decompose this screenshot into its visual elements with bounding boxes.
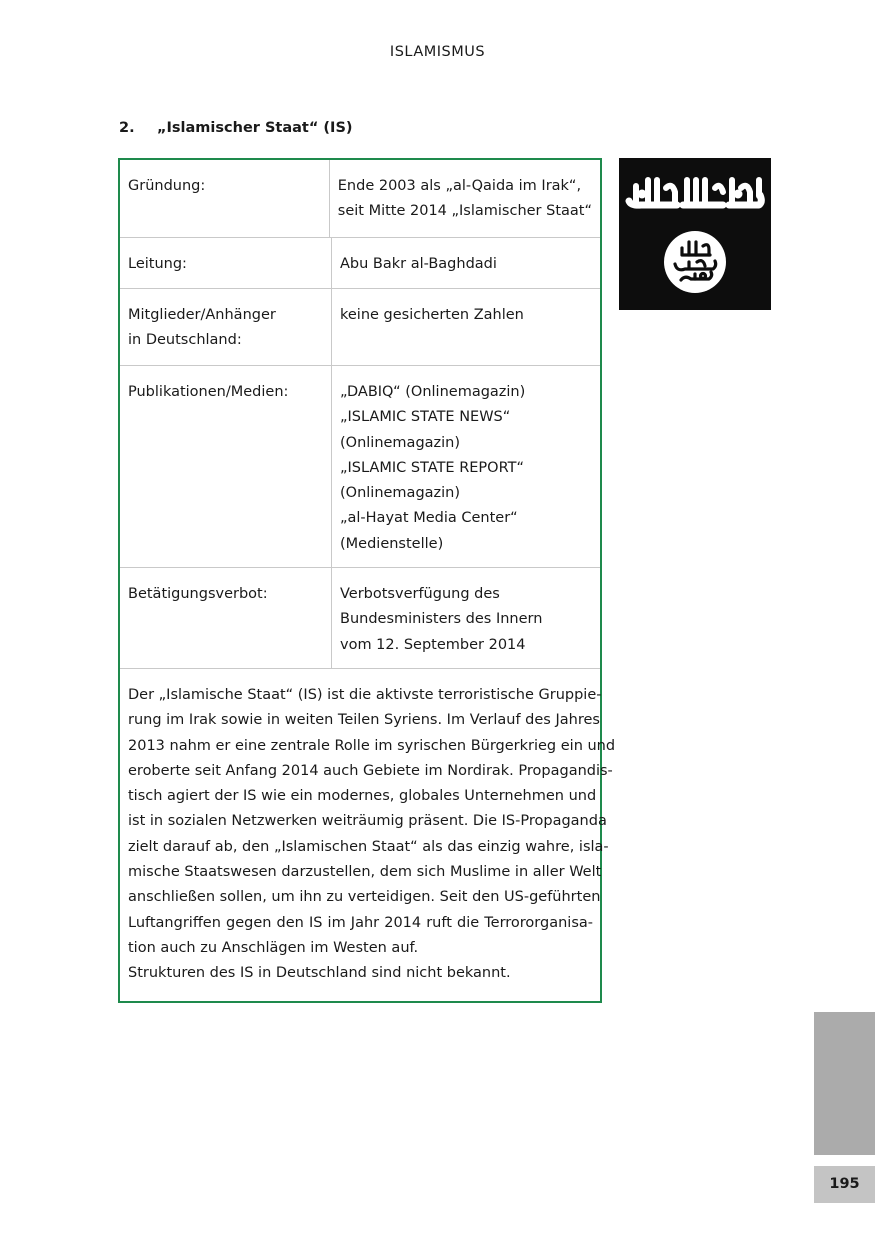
fact-value-line: „ISLAMIC STATE NEWS“ [340,409,511,426]
fact-value-line: Bundesministers des Innern [340,611,543,628]
fact-value [332,568,600,668]
fact-box [118,158,616,1003]
summary-line: 2013 nahm er eine zentrale Rolle im syrischen Bürgerkrieg ein und [128,737,616,754]
flag-graphic [619,158,771,310]
fact-value [332,289,600,365]
summary-line: rung im Irak sowie in weiten Teilen Syriens. Im Verlauf des Jahres [128,712,600,729]
fact-value [332,366,600,567]
fact-value-line: „DABIQ“ (Onlinemagazin) [340,384,526,400]
fact-row-gruendung [120,160,600,238]
summary-line: Luftangriffen gegen den IS im Jahr 2014 ruft die Terrororganisa- [128,914,593,931]
fact-label [120,289,332,365]
summary-line: tisch agiert der IS wie ein modernes, globales Unternehmen und [128,788,597,805]
fact-value-line: vom 12. September 2014 [340,636,526,653]
fact-row-publikationen [120,366,600,568]
fact-value-line: (Onlinemagazin) [340,434,461,451]
summary-line: mische Staatswesen darzustellen, dem sich Muslime in aller Welt [128,864,602,881]
page-number: 195 [814,1166,875,1203]
fact-label-line: Gründung: [128,178,206,194]
summary-line: anschließen sollen, um ihn zu verteidigen. Seit den US-geführten [128,889,601,906]
summary-line: zielt darauf ab, den „Islamischen Staat“ als das einzig wahre, isla- [128,838,609,855]
section-heading [119,120,353,136]
fact-value-line: keine gesicherten Zahlen [340,307,524,323]
chapter-side-tab [814,1012,875,1155]
section-title: „Islamischer Staat“ (IS) [157,120,353,136]
fact-value-line: (Medienstelle) [340,535,444,552]
fact-value-line: „al-Hayat Media Center“ [340,510,518,527]
summary-line: Der „Islamische Staat“ (IS) ist die aktivste terroristische Gruppie- [128,687,602,703]
is-flag-image [619,158,771,310]
fact-value-line: Ende 2003 als „al-Qaida im Irak“, [337,178,582,194]
fact-label [120,568,332,668]
fact-summary [120,669,616,1001]
fact-label-line: Betätigungsverbot: [128,586,268,602]
fact-value [332,238,600,288]
fact-label [120,160,330,237]
fact-value-line: Abu Bakr al-Baghdadi [340,256,497,272]
fact-label [120,238,332,288]
summary-line: tion auch zu Anschlägen im Westen auf. [128,939,419,956]
running-head: ISLAMISMUS [389,44,486,60]
fact-label-line: Publikationen/Medien: [128,384,289,400]
summary-line: ist in sozialen Netzwerken weiträumig präsent. Die IS-Propaganda [128,813,607,830]
fact-value-line: Verbotsverfügung des [340,586,500,602]
fact-label-line: Mitglieder/Anhänger [128,307,276,323]
fact-value-line: „ISLAMIC STATE REPORT“ [340,459,524,476]
fact-row-mitglieder [120,289,600,366]
fact-label-line: in Deutschland: [128,332,242,349]
fact-value-line: (Onlinemagazin) [340,485,461,502]
fact-label-line: Leitung: [128,256,187,272]
fact-row-leitung [120,238,600,289]
fact-value-line: seit Mitte 2014 „Islamischer Staat“ [337,203,592,220]
fact-label [120,366,332,567]
fact-value [330,160,600,237]
fact-row-verbot [120,568,600,669]
section-number: 2. [119,120,135,136]
summary-line: eroberte seit Anfang 2014 auch Gebiete im Nordirak. Propagandis- [128,762,613,779]
summary-line: Strukturen des IS in Deutschland sind nicht bekannt. [128,965,511,982]
